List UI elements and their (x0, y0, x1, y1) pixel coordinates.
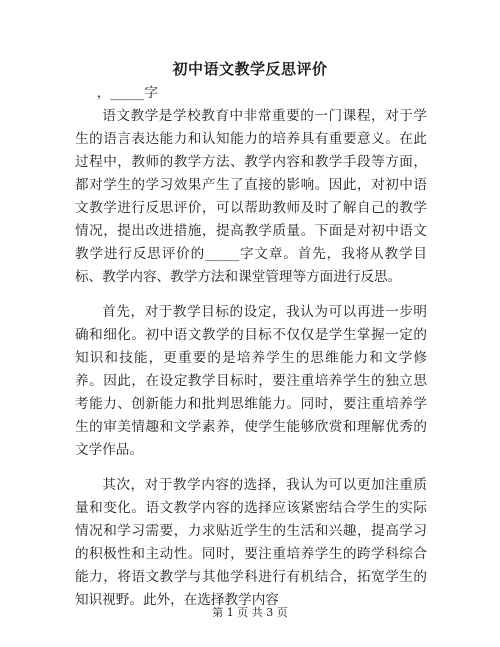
subtitle-line: ，_____字 (96, 85, 158, 101)
paragraph-teaching-content: 其次，对于教学内容的选择，我认为可以更加注重质量和变化。语文教学内容的选择应该紧密结合学生的实际情况和学习需要，力求贴近学生的生活和兴趣，提高学习的积极性和主动性。同时，要注重培养学生的跨学科综合能力，将语文教学与其他学科进行有机结合，拓宽学生的知识视野。此外，在选择教学内容 (75, 477, 427, 608)
page-footer: 第 1 页 共 3 页 (212, 606, 288, 619)
paragraph-intro: 语文教学是学校教育中非常重要的一门课程，对于学生的语言表达能力和认知能力的培养具有重要意义。在此过程中，教师的教学方法、教学内容和教学手段等方面，都对学生的学习效果产生了直接的影响。因此，对初中语文教学进行反思评价，可以帮助教师及时了解自己的教学情况，提出改进措施，提高教学质量。下面是对初中语文教学进行反思评价的_____字文章。首先，我将从教学目标、教学内容、教学方法和课堂管理等方面进行反思。 (75, 108, 427, 285)
paragraph-teaching-goals: 首先，对于教学目标的设定，我认为可以再进一步明确和细化。初中语文教学的目标不仅仅是学生掌握一定的知识和技能，更重要的是培养学生的思维能力和文学修养。因此，在设定教学目标时，要注重培养学生的独立思考能力、创新能力和批判思维能力。同时，要注重培养学生的审美情趣和文学素养，使学生能够欣赏和理解优秀的文学作品。 (75, 304, 427, 458)
document-body (75, 82, 427, 624)
document-title: 初中语文教学反思评价 (172, 60, 328, 78)
